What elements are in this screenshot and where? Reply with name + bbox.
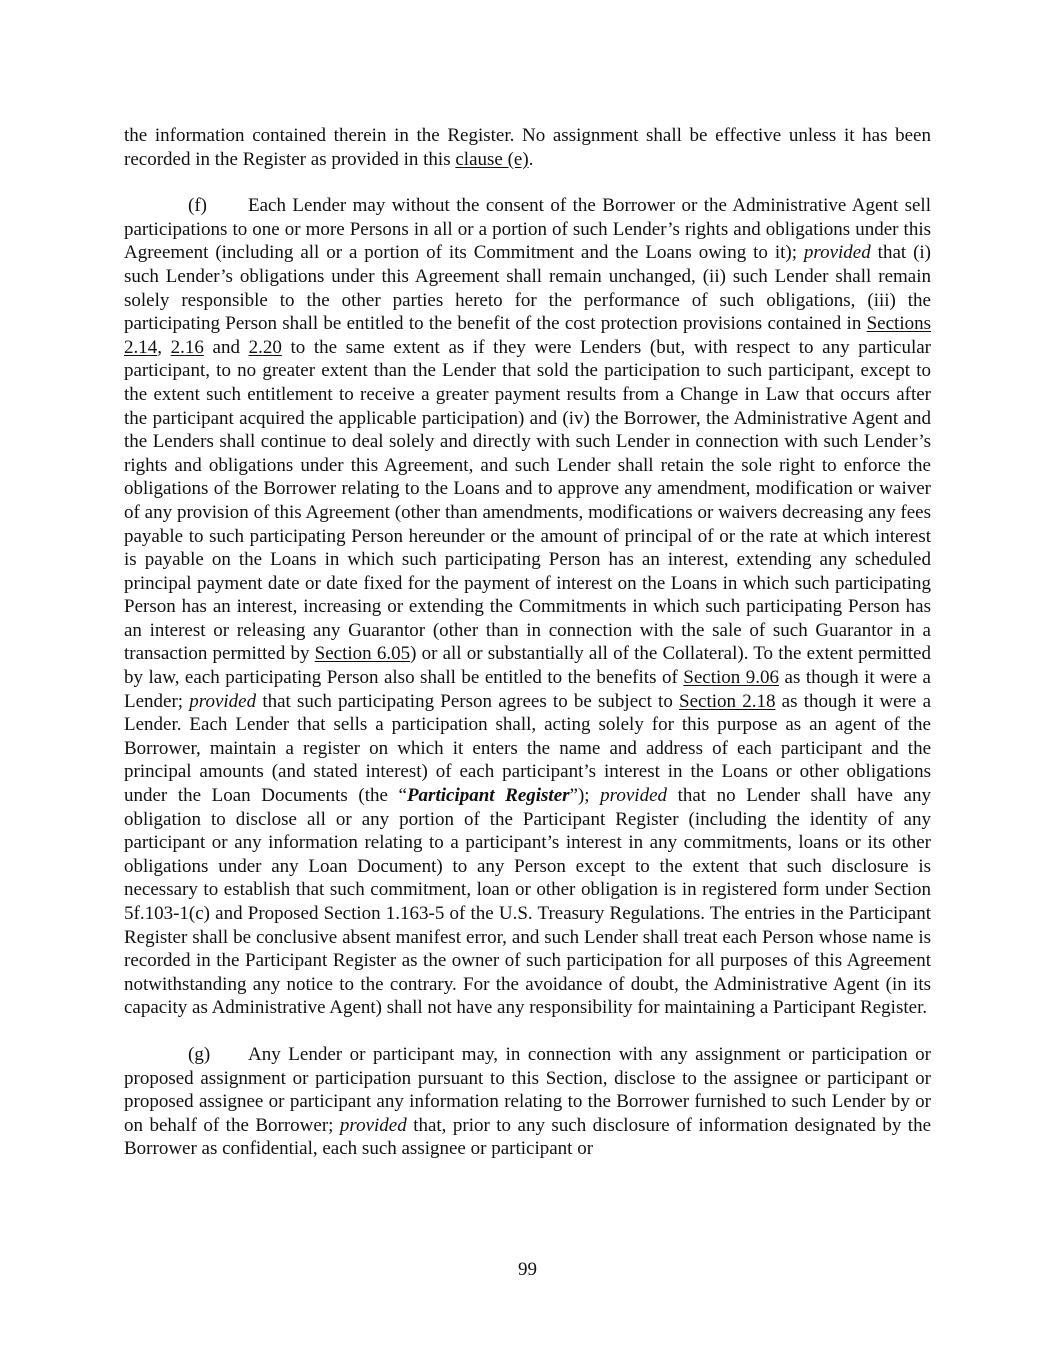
defined-term-participant-register: Participant Register	[406, 785, 570, 807]
text-run: Each Lender may without the consent of the Borrower or the Administrative Agent sell participations to one or more Persons in all or a portion of such Lender’s rights and obligations under this Agreement (including all or a portion of its Commitment and the Loans owing to it);	[124, 195, 931, 264]
paragraph-label-f: (f)	[188, 195, 207, 217]
text-run: ,	[157, 336, 171, 358]
cross-reference-section-9-06: Section 9.06	[683, 667, 780, 689]
text-run: that no Lender shall have any obligation to disclose all or any portion of the Participant Register (including the identity of any participant or any information relating to a participant’s interest in any commitments, loans or its other obligations under any Loan Document) to any Person except to the extent that such disclosure is necessary to establish that such commitment, loan or other obligation is in registered form under Section 5f.103-1(c) and Proposed Section 1.163-5 of the U.S. Treasury Regulations. The entries in the Participant Register shall be conclusive absent manifest error, and such Lender shall treat each Person whose name is recorded in the Participant Register as the owner of such participation for all purposes of this Agreement notwithstanding any notice to the contrary. For the avoidance of doubt, the Administrative Agent (in its capacity as Administrative Agent) shall not have any responsibility for maintaining a Participant Register.	[124, 785, 931, 1019]
text-run: that, prior to any such disclosure of information designated by the Borrower as confidential, each such assignee or participant or	[124, 1114, 931, 1160]
paragraph-label-g: (g)	[188, 1043, 211, 1065]
text-run: ) or all or substantially all of the Collateral). To the extent permitted by law, each participating Person also shall be entitled to the benefits of	[124, 643, 931, 689]
cross-reference-section-6-05: Section 6.05	[314, 643, 411, 665]
text-run: and	[203, 336, 249, 358]
text-run: as though it were a Lender;	[124, 667, 931, 712]
provided-proviso: provided	[189, 690, 257, 712]
text-run: the information contained therein in the Register. No assignment shall be effective unless it has been recorded in the Register as provided in this	[124, 125, 931, 170]
text-run: Any Lender or participant may, in connection with any assignment or participation or proposed assignment or participation pursuant to this Section, disclose to the assignee or participant or proposed assignee or participant any information relating to the Borrower furnished to such Lender by or on behalf of the Borrower;	[124, 1043, 931, 1136]
text-run: as though it were a Lender. Each Lender that sells a participation shall, acting solely for this purpose as an agent of the Borrower, maintain a register on which it enters the name and address of each participant and the principal amounts (and stated interest) of each participant’s interest in the Loans or other obligations under the Loan Documents (the “	[124, 690, 932, 807]
paragraph-f	[124, 194, 931, 1020]
paragraph-e-continuation	[124, 124, 931, 171]
provided-proviso: provided	[600, 785, 668, 807]
cross-reference-sections-2-14: Sections 2.14	[124, 313, 931, 358]
page-number: 99	[518, 1259, 537, 1280]
cross-reference-2-20: 2.20	[248, 336, 282, 358]
paragraph-g	[124, 1043, 931, 1161]
cross-reference-clause-e: clause (e)	[455, 148, 529, 170]
text-run: that (i) such Lender’s obligations under this Agreement shall remain unchanged, (ii) such Lender shall remain solely responsible to the other parties hereto for the performance of such obligations, (iii) the participating Person shall be entitled to the benefit of the cost protection provisions contained in	[124, 242, 931, 335]
cross-reference-section-2-18: Section 2.18	[679, 690, 776, 712]
text-run: that such participating Person agrees to be subject to	[256, 690, 680, 712]
provided-proviso: provided	[803, 242, 871, 264]
text-run: to the same extent as if they were Lenders (but, with respect to any particular participant, to no greater extent than the Lender that sold the participation to such participant, except to the extent such entitlement to receive a greater payment results from a Change in Law that occurs after the participant acquired the applicable participation) and (iv) the Borrower, the Administrative Agent and the Lenders shall continue to deal solely and directly with such Lender in connection with such Lender’s rights and obligations under this Agreement, and such Lender shall retain the sole right to enforce the obligations of the Borrower relating to the Loans and to approve any amendment, modification or waiver of any provision of this Agreement (other than amendments, modifications or waivers decreasing any fees payable to such participating Person hereunder or the amount of principal of or the rate at which interest is payable on the Loans in which such participating Person has an interest, extending any scheduled principal payment date or date fixed for the payment of interest on the Loans in which such participating Person has an interest, increasing or extending the Commitments in which such participating Person has an interest or releasing any Guarantor (other than in connection with the sale of such Guarantor in a transaction permitted by	[124, 336, 931, 665]
text-run: .	[528, 148, 534, 170]
document-page	[124, 124, 931, 1161]
provided-proviso: provided	[339, 1114, 407, 1136]
text-run: ”);	[569, 785, 601, 807]
cross-reference-2-16: 2.16	[170, 336, 204, 358]
